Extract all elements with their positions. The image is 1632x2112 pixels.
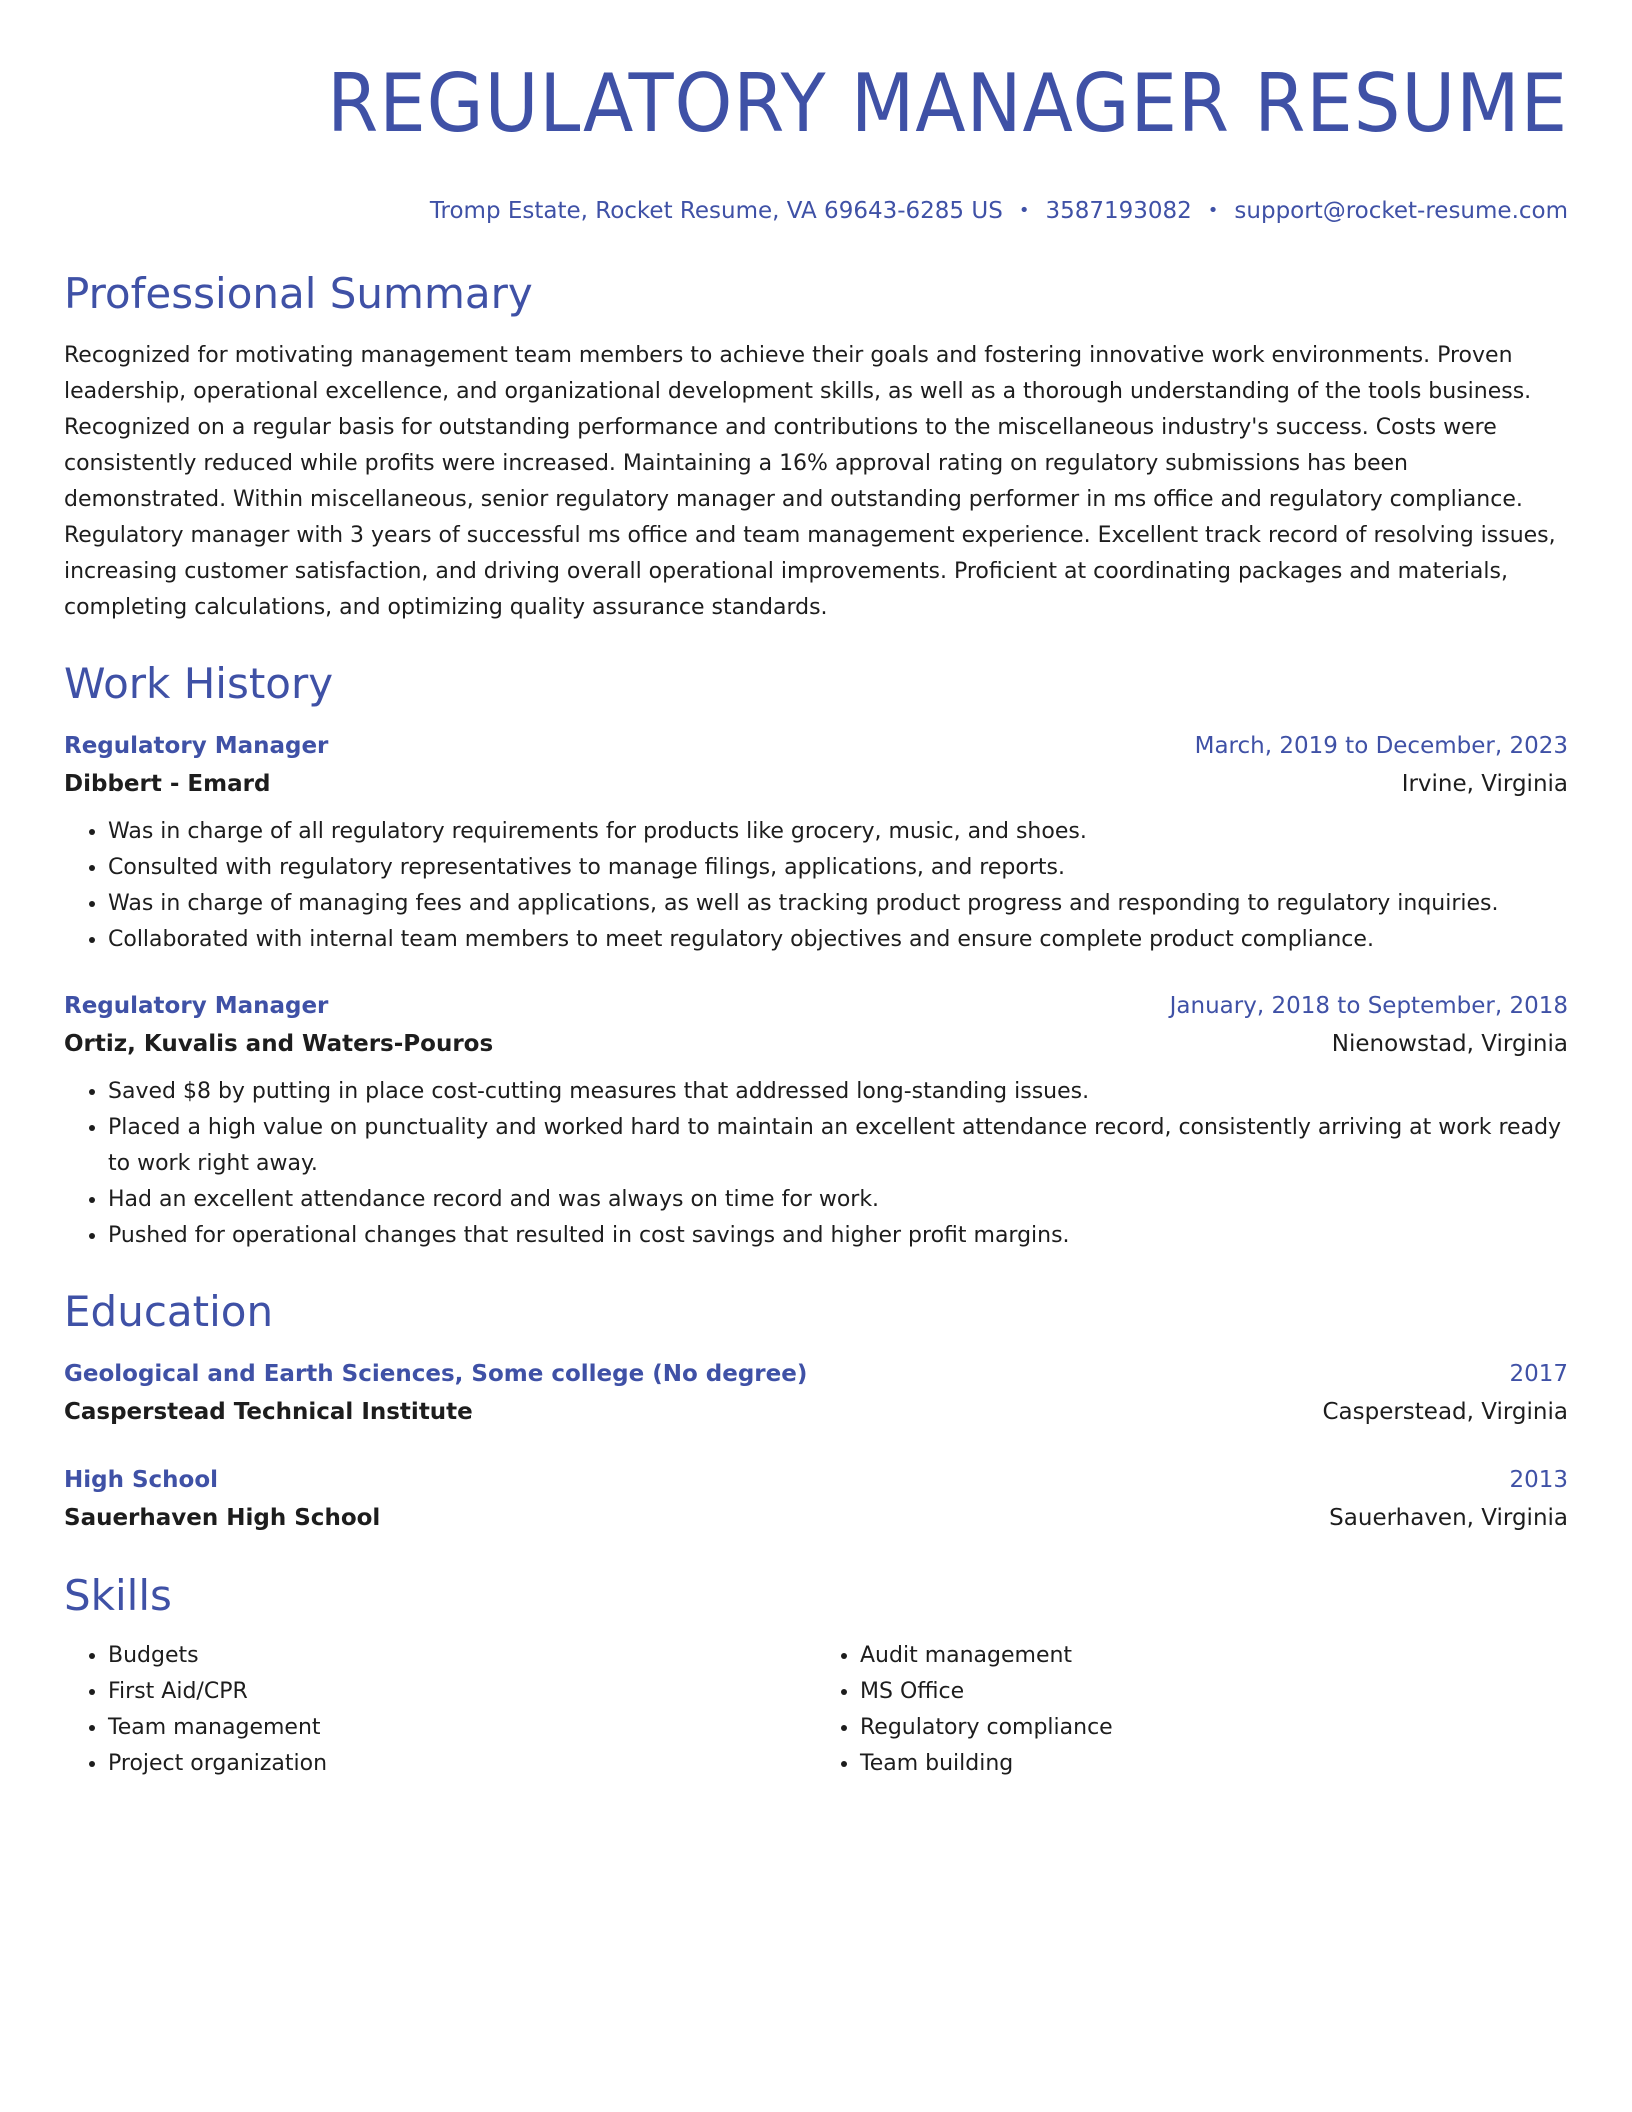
job-dates: January, 2018 to September, 2018 (1169, 993, 1568, 1019)
section-heading-work-history: Work History (64, 659, 334, 708)
job-entry (64, 728, 1568, 958)
education-degree: High School (64, 1467, 219, 1493)
job-bullets (64, 1074, 1568, 1254)
job-bullet: • Placed a high value on punctuality and worked hard to maintain an excellent attendance record, consistently arriving at work ready to work right away. (108, 1110, 1568, 1182)
job-bullet: • Saved $8 by putting in place cost-cutting measures that addressed long-standing issues. (108, 1074, 1568, 1110)
contact-separator: • (1018, 200, 1030, 221)
skill-item: • Team management (108, 1710, 816, 1746)
contact-phone: 3587193082 (1045, 198, 1192, 224)
section-heading-summary: Professional Summary (64, 269, 533, 318)
job-bullet: • Was in charge of managing fees and applications, as well as tracking product progress and responding to regulatory inquiries. (108, 886, 1568, 922)
section-heading-skills: Skills (64, 1571, 172, 1620)
education-year: 2013 (1509, 1467, 1568, 1493)
education-location: Sauerhaven, Virginia (1329, 1505, 1568, 1531)
contact-email: support@rocket-resume.com (1234, 198, 1568, 224)
job-bullet: • Consulted with regulatory representatives to manage filings, applications, and reports. (108, 850, 1568, 886)
job-bullets (64, 814, 1568, 958)
skill-item: • Regulatory compliance (860, 1710, 1568, 1746)
education-school: Casperstead Technical Institute (64, 1399, 473, 1425)
section-heading-education: Education (64, 1287, 274, 1336)
job-bullet: • Was in charge of all regulatory requirements for products like grocery, music, and shoes. (108, 814, 1568, 850)
skill-item: • MS Office (860, 1674, 1568, 1710)
education-year: 2017 (1509, 1361, 1568, 1387)
education-school: Sauerhaven High School (64, 1505, 381, 1531)
education-entry (64, 1356, 1568, 1432)
summary-text: Recognized for motivating management team members to achieve their goals and fostering innovative work environments. Proven leadership, operational excellence, and organizational development skills, as well as a thorough understanding of the tools business. Recognized on a regular basis for outstanding performance and contributions to the miscellaneous industry's success. Costs were consistently reduced while profits were increased. Maintaining a 16% approval rating on regulatory submissions has been demonstrated. Within miscellaneous, senior regulatory manager and outstanding performer in ms office and regulatory compliance. Regulatory manager with 3 years of successful ms office and team management experience. Excellent track record of resolving issues, increasing customer satisfaction, and driving overall operational improvements. Proficient at coordinating packages and materials, completing calculations, and optimizing quality assurance standards. (64, 343, 1556, 620)
job-bullet: • Had an excellent attendance record and was always on time for work. (108, 1182, 1568, 1218)
job-location: Nienowstad, Virginia (1331, 1031, 1568, 1057)
job-dates: March, 2019 to December, 2023 (1194, 733, 1568, 759)
education-header-row (64, 1356, 1568, 1392)
education-school-row (64, 1392, 1568, 1432)
job-location: Irvine, Virginia (1401, 771, 1568, 797)
job-company-row (64, 1024, 1568, 1064)
education-location: Casperstead, Virginia (1322, 1399, 1568, 1425)
skill-item: • Budgets (108, 1638, 816, 1674)
skill-item: • Team building (860, 1746, 1568, 1782)
skills-column-left (64, 1638, 816, 1782)
education-school-row (64, 1498, 1568, 1538)
job-header-row (64, 988, 1568, 1024)
skill-item: • Project organization (108, 1746, 816, 1782)
education-header-row (64, 1462, 1568, 1498)
job-bullet: • Pushed for operational changes that resulted in cost savings and higher profit margins. (108, 1218, 1568, 1254)
education-degree: Geological and Earth Sciences, Some college (No degree) (64, 1361, 808, 1387)
job-company: Ortiz, Kuvalis and Waters-Pouros (64, 1031, 494, 1057)
contact-address: Tromp Estate, Rocket Resume, VA 69643-6285 US (429, 198, 1003, 224)
resume-title: REGULATORY MANAGER RESUME (327, 57, 1568, 150)
skill-item: • First Aid/CPR (108, 1674, 816, 1710)
skills-list (64, 1638, 1568, 1782)
skill-item: • Audit management (860, 1638, 1568, 1674)
job-company: Dibbert - Emard (64, 771, 271, 797)
job-title: Regulatory Manager (64, 993, 329, 1019)
skills-column-right (816, 1638, 1568, 1782)
contact-separator: • (1207, 200, 1219, 221)
contact-line (64, 194, 1568, 230)
job-company-row (64, 764, 1568, 804)
job-title: Regulatory Manager (64, 733, 329, 759)
job-bullet: • Collaborated with internal team members to meet regulatory objectives and ensure complete product compliance. (108, 922, 1568, 958)
education-entry (64, 1462, 1568, 1538)
job-entry (64, 988, 1568, 1254)
job-header-row (64, 728, 1568, 764)
